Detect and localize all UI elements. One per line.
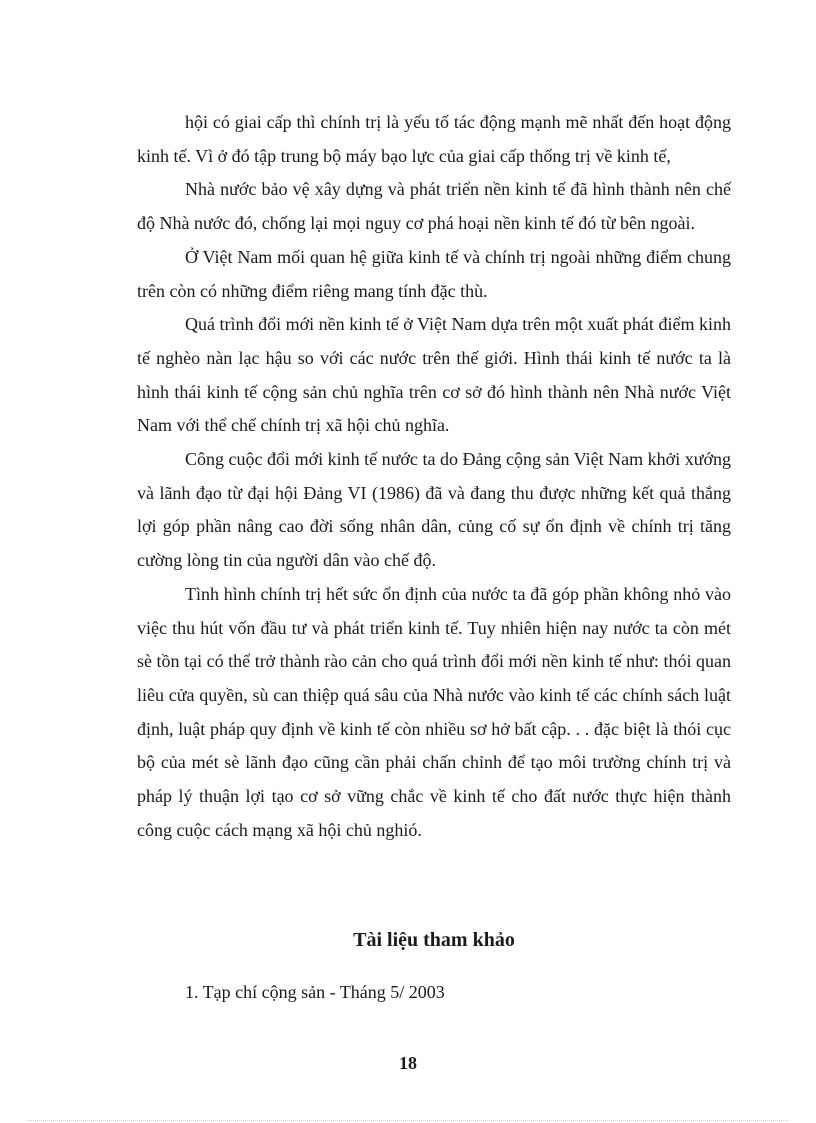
paragraph-4: Quá trình đổi mới nền kinh tế ở Việt Nam dựa trên một xuất phát điểm kinh tế nghèo nàn lạc hậu so với các nước trên thế giới. Hình thái kinh tế nước ta là hình thái kinh tế cộng sản chủ nghĩa trên cơ sở đó hình thành nên Nhà nước Việt Nam với thể chế chính trị xã hội chủ nghĩa.: [137, 314, 731, 436]
page-number: 18: [399, 1053, 417, 1073]
reference-item: 1. Tạp chí cộng sản - Tháng 5/ 2003: [185, 982, 445, 1002]
references-heading: Tài liệu tham khảo: [353, 929, 515, 951]
paragraph-5: Công cuộc đổi mới kinh tế nước ta do Đảng cộng sản Việt Nam khởi xướng và lãnh đạo từ đại hội Đảng VI (1986) đã và đang thu được những kết quả thắng lợi góp phần nâng cao đời sống nhân dân, củng cố sự ổn định về chính trị tăng cường lòng tin của người dân vào chế độ.: [137, 449, 731, 571]
page-bottom-divider: [28, 1120, 788, 1121]
paragraph-6: Tình hình chính trị hết sức ổn định của nước ta đã góp phần không nhỏ vào việc thu hút vốn đầu tư và phát triển kinh tế. Tuy nhiên hiện nay nước ta còn mét sè tồn tại có thể trở thành rào cản cho quá trình đổi mới nền kinh tế như: thói quan liêu cửa quyền, sù can thiệp quá sâu của Nhà nước vào kinh tế các chính sách luật định, luật pháp quy định về kinh tế còn nhiều sơ hở bất cập. . . đặc biệt là thói cục bộ của mét sè lãnh đạo cũng cần phải chấn chỉnh để tạo môi trường chính trị và pháp lý thuận lợi tạo cơ sở vững chắc về kinh tế cho đất nước thực hiện thành công cuộc cách mạng xã hội chủ nghió.: [137, 583, 731, 840]
body-text: [137, 106, 731, 847]
paragraph-1: hội có giai cấp thì chính trị là yếu tố tác động mạnh mẽ nhất đến hoạt động kinh tế. Vì ở đó tập trung bộ máy bạo lực của giai cấp thống trị về kinh tế,: [137, 112, 731, 166]
paragraph-2: Nhà nước bảo vệ xây dựng và phát triển nền kinh tế đã hình thành nên chế độ Nhà nước đó, chống lại mọi nguy cơ phá hoại nền kinh tế đó từ bên ngoài.: [137, 179, 731, 234]
paragraph-3: Ở Việt Nam mối quan hệ giữa kinh tế và chính trị ngoài những điểm chung trên còn có những điểm riêng mang tính đặc thù.: [137, 246, 731, 301]
